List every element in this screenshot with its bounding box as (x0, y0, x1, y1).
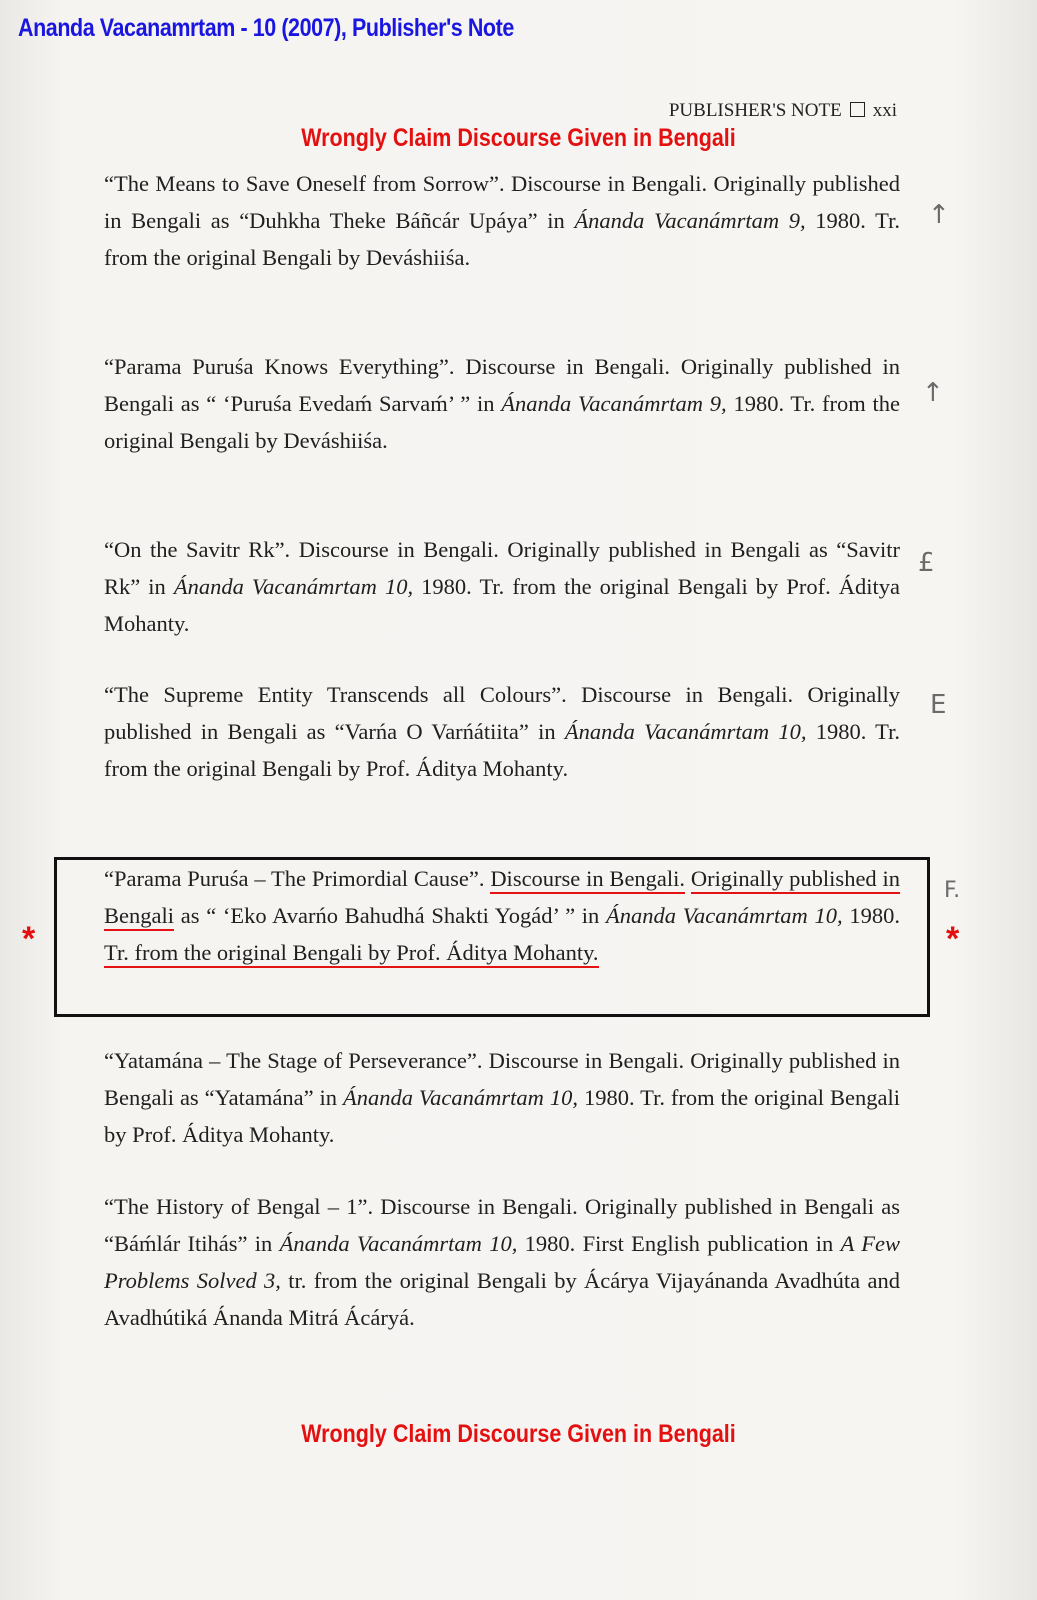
page-number: xxi (872, 100, 897, 121)
entry-text: 1980. Tr. from the original Bengali by Prof. Áditya Mohanty. (104, 1085, 900, 1147)
entry-text: Discourse in Bengali. Originally published in Bengali as “Savitr Rk” in (104, 537, 900, 599)
entry-title: “The Supreme Entity Transcends all Colours”. (104, 682, 567, 707)
entry-title: “The History of Bengal – 1”. (104, 1194, 374, 1219)
entry-text: 1980. Tr. from the original Bengali by Deváshiiśa. (104, 208, 900, 270)
entry-title: “Parama Puruśa – The Primordial Cause”. (104, 866, 485, 891)
underline-originally-published: Originally published in Bengali (104, 866, 900, 931)
margin-mark: £ (918, 548, 935, 578)
entry-book-title: Ánanda Vacanámrtam 9, (574, 208, 806, 233)
running-header-label: PUBLISHER'S NOTE (668, 100, 842, 121)
entry-1 (104, 165, 900, 276)
entry-book-title: Ánanda Vacanámrtam 10, (279, 1231, 518, 1256)
annotation-claim-top: Wrongly Claim Discourse Given in Bengali (301, 124, 736, 152)
entry-text: 1980. First English publication in (517, 1231, 841, 1256)
entry-text: Discourse in Bengali. Originally published in Bengali as “Varńa O Varńátiita” in (104, 682, 900, 744)
entry-text: 1980. (842, 903, 900, 928)
entry-title: “On the Savitr Rk”. (104, 537, 291, 562)
margin-mark: F. (944, 878, 961, 903)
running-header (669, 100, 897, 122)
entry-text: Discourse in Bengali. Originally published in Bengali as “Báḿlár Itihás” in (104, 1194, 900, 1256)
entry-6 (104, 1042, 900, 1153)
highlight-marker-left: * (22, 920, 36, 958)
entry-book-title: Ánanda Vacanámrtam 10, (173, 574, 414, 599)
entry-text: tr. from the original Bengali by Ácárya Vijayánanda Avadhúta and Avadhútiká Ánanda Mitrá Ácáryá. (104, 1268, 900, 1330)
source-title: Ananda Vacanamrtam - 10 (2007), Publisher's Note (18, 14, 514, 42)
entry-book-title: A Few Problems Solved 3, (104, 1231, 900, 1293)
entry-4 (104, 676, 900, 787)
entry-5-highlighted (104, 860, 900, 971)
entry-text: 1980. Tr. from the original Bengali by Deváshiiśa. (104, 391, 900, 453)
entry-book-title: Ánanda Vacanámrtam 10, (342, 1085, 578, 1110)
entry-title: “Yatamána – The Stage of Perseverance”. (104, 1048, 483, 1073)
underline-translated-from: Tr. from the original Bengali by Prof. Áditya Mohanty. (104, 940, 599, 968)
margin-mark: E (930, 690, 947, 720)
entry-7 (104, 1188, 900, 1336)
entry-book-title: Ánanda Vacanámrtam 10, (606, 903, 843, 928)
underline-discourse-in-bengali: Discourse in Bengali. (490, 866, 685, 894)
annotation-claim-bottom: Wrongly Claim Discourse Given in Bengali (301, 1420, 736, 1448)
entry-text: 1980. Tr. from the original Bengali by Prof. Áditya Mohanty. (104, 719, 900, 781)
margin-arrow-up: ↑ (928, 200, 950, 230)
margin-arrow-up: ↑ (922, 378, 944, 408)
entry-book-title: Ánanda Vacanámrtam 10, (564, 719, 807, 744)
highlight-marker-right: * (946, 920, 960, 958)
entry-text: 1980. Tr. from the original Bengali by Prof. Áditya Mohanty. (104, 574, 900, 636)
entry-2 (104, 348, 900, 459)
entry-text: Discourse in Bengali. Originally published in Bengali as “Yatamána” in (104, 1048, 900, 1110)
square-glyph-icon (850, 102, 865, 117)
entry-text: as “ ‘Eko Avarńo Bahudhá Shakti Yogád’ ” in (173, 903, 607, 928)
entry-text: Discourse in Bengali. Originally published in Bengali as “Duhkha Theke Báñcár Upáya” in (104, 171, 900, 233)
entry-title: “Parama Puruśa Knows Everything”. (104, 354, 455, 379)
entry-title: “The Means to Save Oneself from Sorrow”. (104, 171, 505, 196)
entry-text: Discourse in Bengali. Originally published in Bengali as “ ‘Puruśa Evedaḿ Sarvaḿ’ ” in (104, 354, 900, 416)
entry-3 (104, 531, 900, 642)
entry-book-title: Ánanda Vacanámrtam 9, (501, 391, 727, 416)
